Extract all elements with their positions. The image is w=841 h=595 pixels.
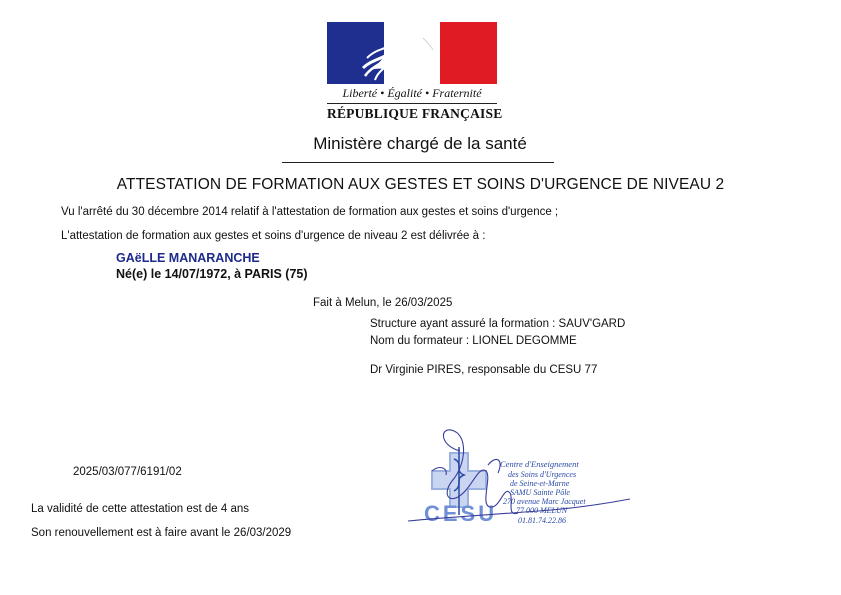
renewal-text: Son renouvellement est à faire avant le 26/03/2029 <box>31 527 292 539</box>
ministry-name: Ministère chargé de la santé <box>313 134 527 153</box>
republic-motto: Liberté • Égalité • Fraternité <box>342 86 482 100</box>
stamp-line: 77 000 MELUN <box>516 506 568 515</box>
cesu-responsible: Dr Virginie PIRES, responsable du CESU 77 <box>370 364 598 376</box>
beneficiary-name: GAëLLE MANARANCHE <box>116 251 260 265</box>
stamp-line: de Seine-et-Marne <box>510 479 570 488</box>
stamp-line: Centre d'Enseignement <box>500 459 579 469</box>
attestation-number: 2025/03/077/6191/02 <box>73 466 182 478</box>
trainer-name: Nom du formateur : LIONEL DEGOMME <box>370 335 577 347</box>
stamp-line: des Soins d'Urgences <box>508 470 577 479</box>
marianne-logo <box>327 22 497 84</box>
document-title: ATTESTATION DE FORMATION AUX GESTES ET SOINS D'URGENCE DE NIVEAU 2 <box>116 176 725 193</box>
beneficiary-birth: Né(e) le 14/07/1972, à PARIS (75) <box>116 267 308 281</box>
stamp-line: 01.81.74.22.86 <box>518 516 566 525</box>
validity-text: La validité de cette attestation est de 4 ans <box>31 503 250 515</box>
delivery-text: L'attestation de formation aux gestes et soins d'urgence de niveau 2 est délivrée à : <box>61 230 486 242</box>
stamp-logo-text: CESU <box>424 501 498 526</box>
ministry-divider <box>282 162 554 163</box>
stamp-line: 270 avenue Marc Jacquet <box>503 497 586 506</box>
place-date: Fait à Melun, le 26/03/2025 <box>313 297 453 309</box>
training-structure: Structure ayant assuré la formation : SAUV'GARD <box>370 318 626 330</box>
cesu-stamp-signature <box>368 425 650 565</box>
legal-reference-text: Vu l'arrêté du 30 décembre 2014 relatif à l'attestation de formation aux gestes et soins d'urgence ; <box>61 206 559 218</box>
stamp-line: SAMU Sainte Pôle <box>510 488 570 497</box>
republic-name: RÉPUBLIQUE FRANÇAISE <box>327 106 503 121</box>
motto-divider <box>327 103 497 104</box>
